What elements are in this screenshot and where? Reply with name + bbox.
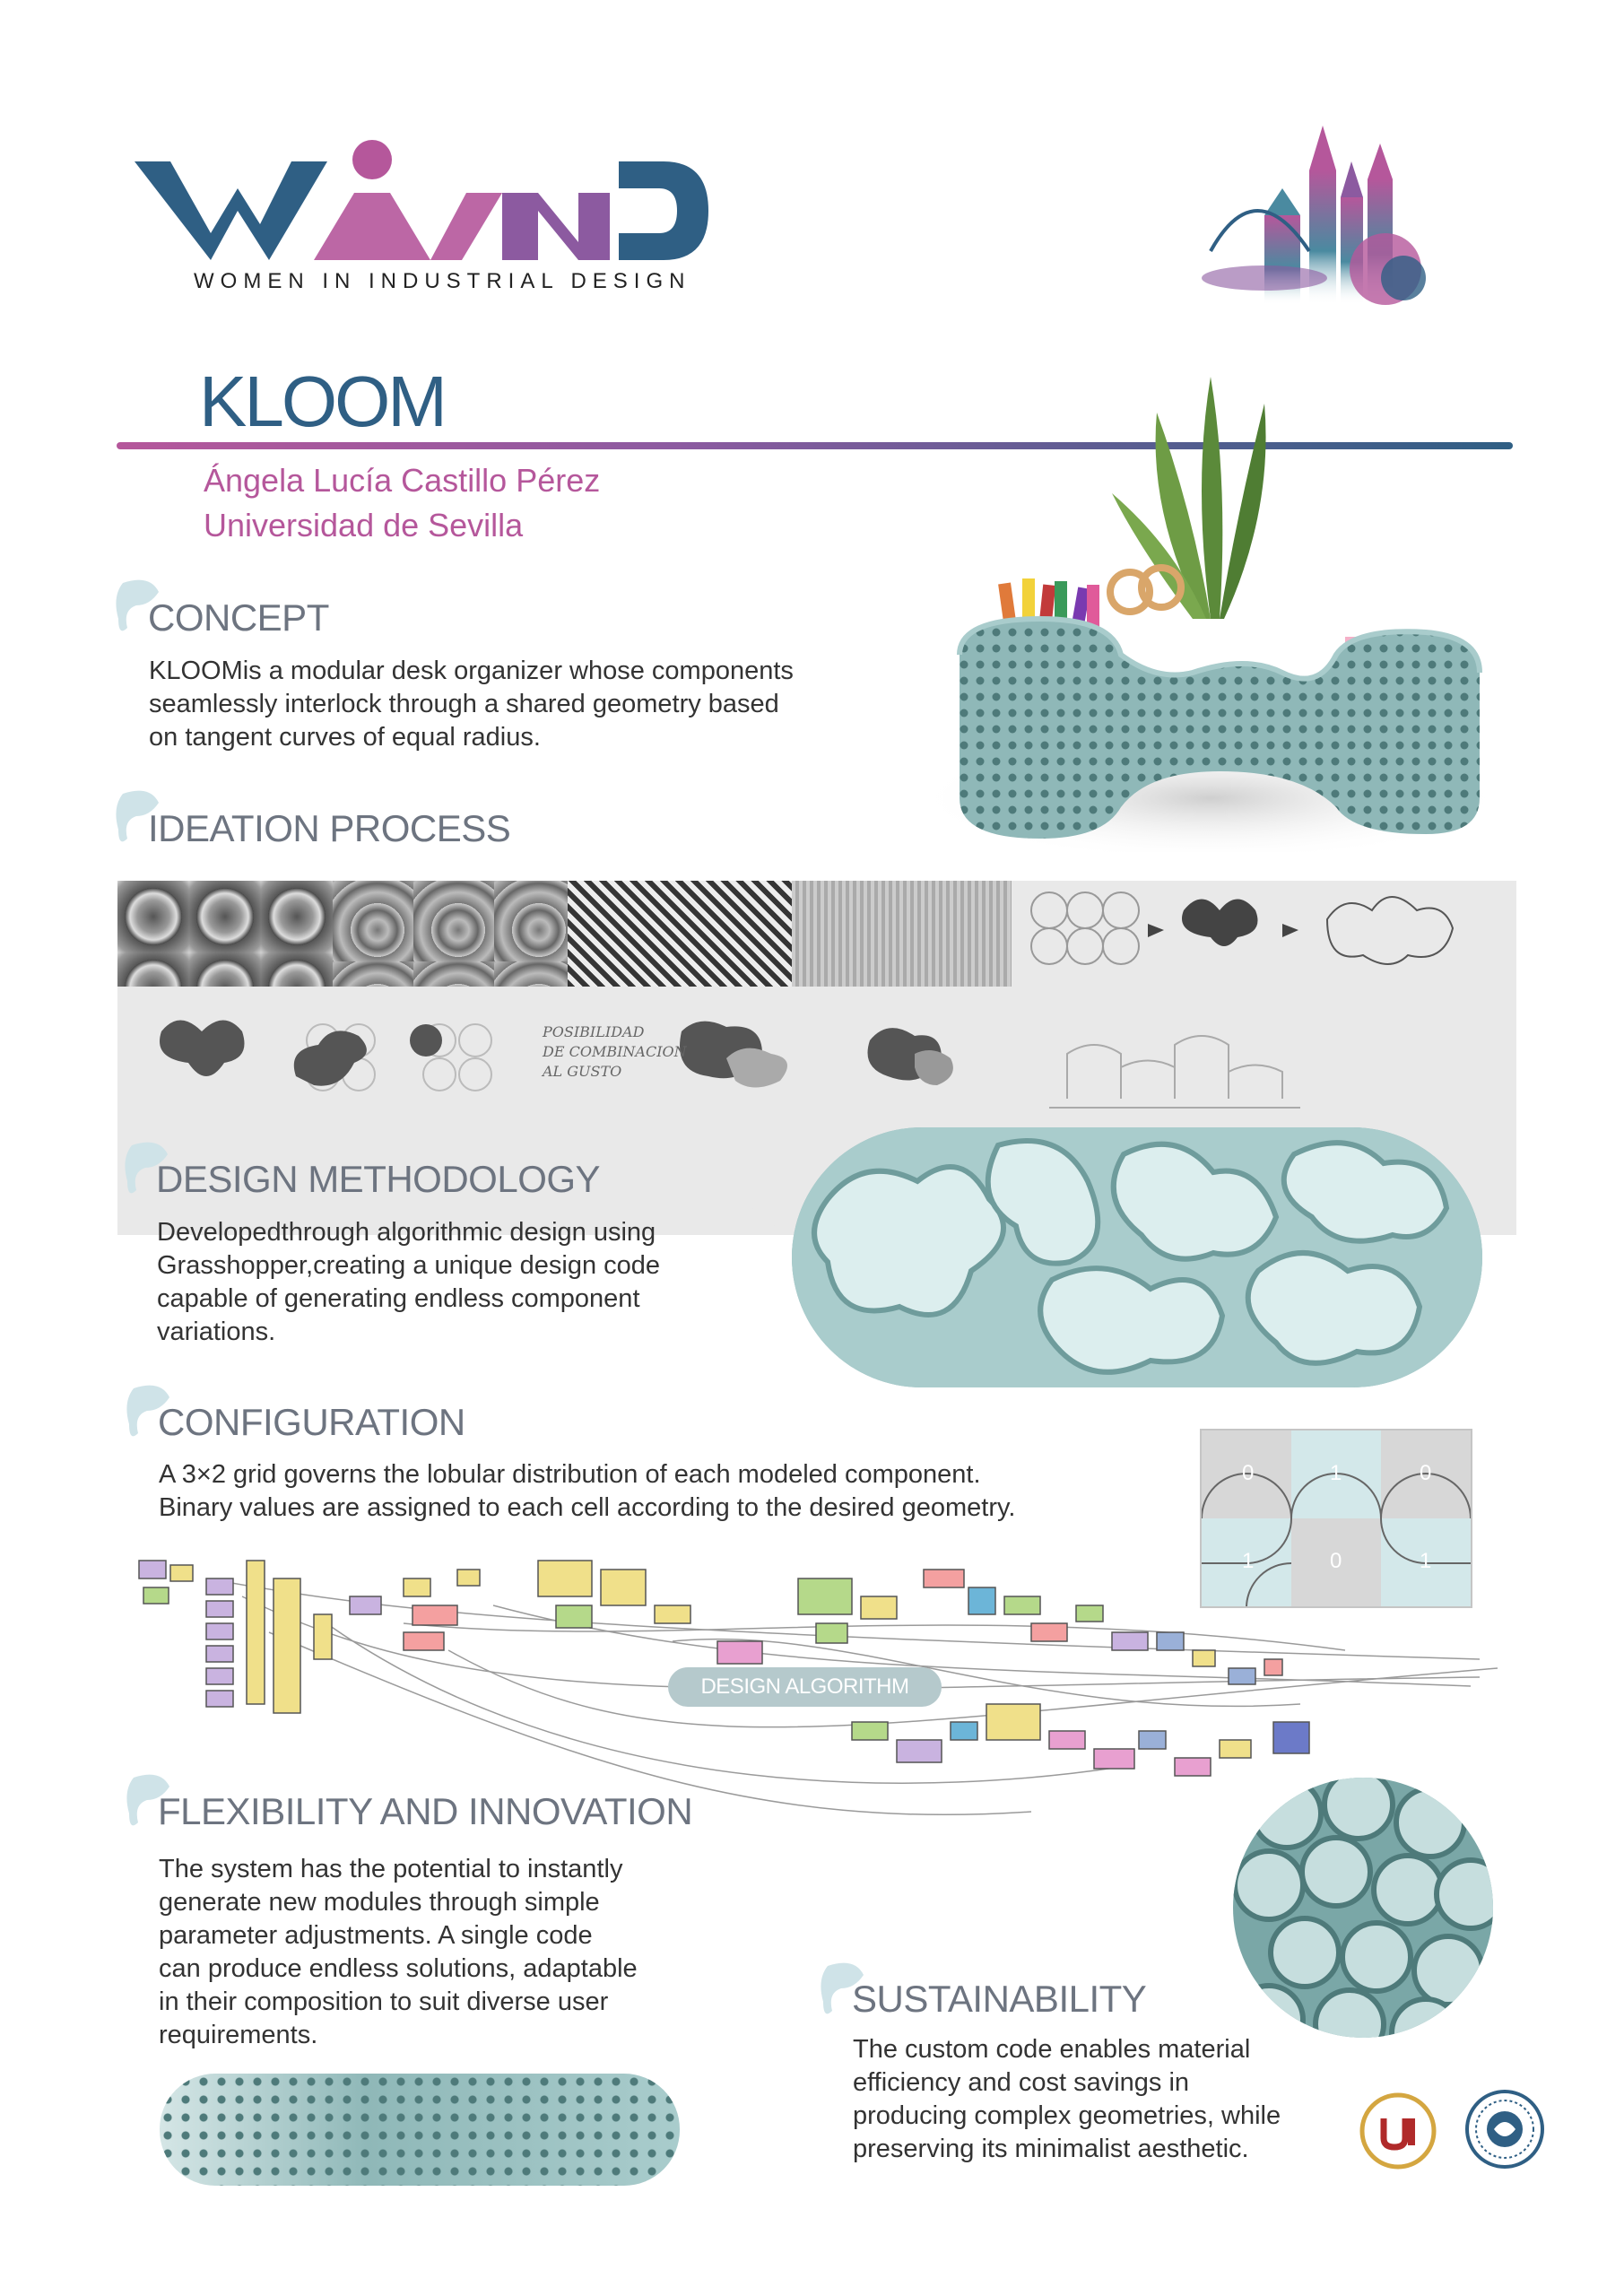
university-of-seville-seal-icon [1359,2092,1437,2170]
configuration-line: Binary values are assigned to each cell according to the desired geometry. [159,1493,1016,1522]
methodology-render-tiles [792,1127,1482,1387]
inspiration-photo-coral-pattern [568,881,792,987]
methodology-line: capable of generating endless component [157,1284,640,1313]
ideation-sketch-organizer-drawing [1031,1000,1515,1117]
methodology-heading: DESIGN METHODOLOGY [156,1158,601,1200]
concept-line: KLOOMis a modular desk organizer whose components [149,657,794,685]
design-algorithm-label: DESIGN ALGORITHM [668,1667,942,1707]
sketch-note-line: DE COMBINACION [543,1043,687,1060]
grid-cell-value: 1 [1420,1549,1432,1573]
grid-cell-value: 1 [1330,1461,1342,1485]
author-name: Ángela Lucía Castillo Pérez [204,462,601,499]
kloom-organizer-photo [924,350,1507,852]
sustainability-line: producing complex geometries, while [853,2101,1281,2130]
city-skyline-illustration [1193,117,1462,341]
grid-cell-value: 0 [1420,1461,1432,1485]
ideation-sketch-note [543,1022,687,1082]
flexibility-line: parameter adjustments. A single code [159,1921,593,1950]
wind-logo [135,126,708,305]
inspiration-photo-baskets [792,881,1012,987]
inspiration-photo-bubbles [117,881,333,987]
project-title: KLOOM [199,361,445,441]
concept-text [149,655,866,754]
flexibility-line: The system has the potential to instantly [159,1855,623,1883]
flexibility-line: can produce endless solutions, adaptable [159,1954,638,1983]
configuration-heading: CONFIGURATION [158,1401,465,1443]
cylinder-cluster-render [1233,1778,1493,2038]
sustainability-heading: SUSTAINABILITY [852,1978,1147,2020]
logo-tagline: WOMEN IN INDUSTRIAL DESIGN [194,269,691,293]
university-seal-blue-icon [1463,2088,1546,2170]
inspiration-photo-urchins [333,881,568,987]
sustainability-line: preserving its minimalist aesthetic. [853,2135,1249,2163]
sketch-note-line: POSIBILIDAD [543,1023,645,1040]
configuration-text [159,1458,1217,1525]
sketch-note-line: AL GUSTO [543,1063,622,1080]
concept-line: seamlessly interlock through a shared geometry based [149,690,779,718]
flexibility-text [159,1853,769,2052]
flexibility-heading: FLEXIBILITY AND INNOVATION [158,1790,693,1832]
flexibility-line: requirements. [159,2021,318,2049]
methodology-line: Developedthrough algorithmic design using [157,1218,656,1247]
perforated-surface-photo [160,2074,680,2186]
ideation-heading: IDEATION PROCESS [148,807,511,849]
university-name: Universidad de Sevilla [204,507,524,544]
sustainability-line: The custom code enables material [853,2035,1251,2064]
grid-cell-value: 0 [1330,1549,1342,1573]
concept-heading: CONCEPT [148,596,329,639]
methodology-text [157,1216,803,1349]
concept-line: on tangent curves of equal radius. [149,723,541,752]
grid-cell-value: 0 [1242,1461,1255,1485]
sustainability-line: efficiency and cost savings in [853,2068,1190,2097]
methodology-line: Grasshopper,creating a unique design code [157,1251,661,1280]
configuration-line: A 3×2 grid governs the lobular distribution of each modeled component. [159,1460,981,1489]
flexibility-line: in their composition to suit diverse user [159,1987,609,2016]
grid-cell-value: 1 [1242,1549,1255,1573]
sustainability-text [853,2033,1355,2166]
flexibility-line: generate new modules through simple [159,1888,600,1917]
methodology-line: variations. [157,1318,276,1346]
ideation-sketch-transformation [1022,883,1515,1000]
